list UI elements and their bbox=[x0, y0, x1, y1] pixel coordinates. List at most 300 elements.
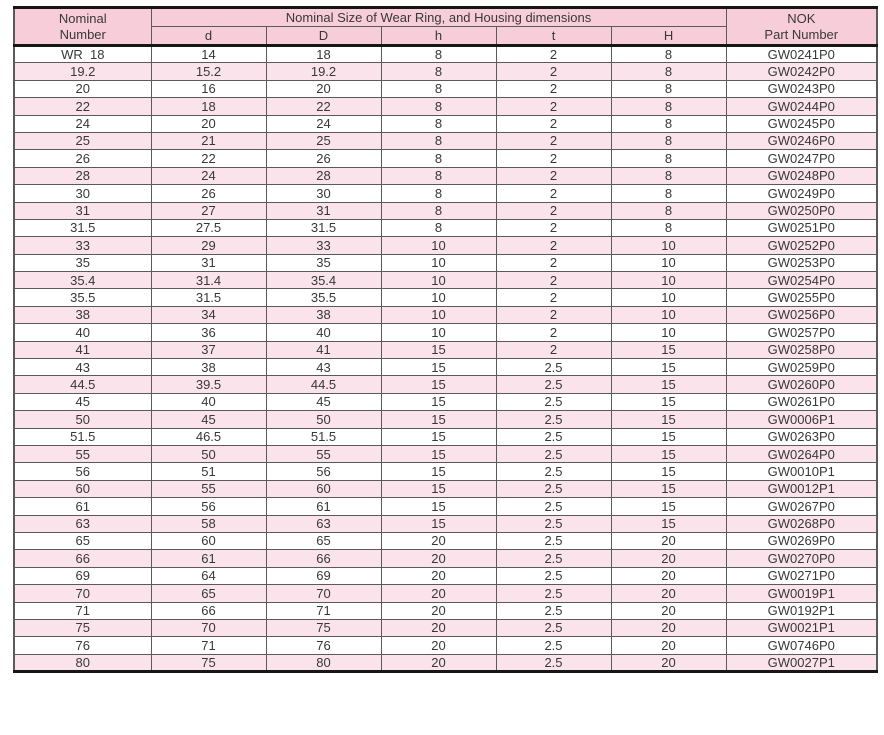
cell-t: 2.5 bbox=[496, 550, 611, 567]
cell-D: 18 bbox=[266, 46, 381, 63]
cell-D: 35.4 bbox=[266, 272, 381, 289]
cell-D: 71 bbox=[266, 602, 381, 619]
cell-h: 15 bbox=[381, 411, 496, 428]
cell-nok-part-number: GW0270P0 bbox=[726, 550, 877, 567]
cell-nominal-number: 63 bbox=[14, 515, 151, 532]
cell-H: 8 bbox=[611, 202, 726, 219]
cell-h: 15 bbox=[381, 445, 496, 462]
cell-D: 60 bbox=[266, 480, 381, 497]
cell-d: 50 bbox=[151, 445, 266, 462]
table-row bbox=[14, 272, 877, 289]
cell-t: 2.5 bbox=[496, 585, 611, 602]
table-row bbox=[14, 550, 877, 567]
cell-d: 29 bbox=[151, 237, 266, 254]
cell-H: 15 bbox=[611, 428, 726, 445]
cell-t: 2 bbox=[496, 80, 611, 97]
cell-D: 31 bbox=[266, 202, 381, 219]
cell-D: 80 bbox=[266, 654, 381, 671]
cell-d: 24 bbox=[151, 167, 266, 184]
cell-H: 8 bbox=[611, 98, 726, 115]
cell-d: 21 bbox=[151, 132, 266, 149]
cell-t: 2 bbox=[496, 219, 611, 236]
cell-nok-part-number: GW0244P0 bbox=[726, 98, 877, 115]
table-row bbox=[14, 480, 877, 497]
cell-d: 27 bbox=[151, 202, 266, 219]
cell-H: 15 bbox=[611, 463, 726, 480]
cell-t: 2 bbox=[496, 289, 611, 306]
cell-nok-part-number: GW0746P0 bbox=[726, 637, 877, 654]
cell-nominal-number: 19.2 bbox=[14, 63, 151, 80]
cell-nok-part-number: GW0255P0 bbox=[726, 289, 877, 306]
cell-nok-part-number: GW0246P0 bbox=[726, 132, 877, 149]
cell-h: 20 bbox=[381, 637, 496, 654]
table-row bbox=[14, 498, 877, 515]
header-col-d: d bbox=[151, 27, 266, 46]
cell-D: 19.2 bbox=[266, 63, 381, 80]
cell-d: 16 bbox=[151, 80, 266, 97]
cell-nominal-number: 69 bbox=[14, 567, 151, 584]
table-row bbox=[14, 463, 877, 480]
cell-H: 10 bbox=[611, 306, 726, 323]
cell-H: 8 bbox=[611, 115, 726, 132]
cell-h: 8 bbox=[381, 202, 496, 219]
cell-nok-part-number: GW0267P0 bbox=[726, 498, 877, 515]
cell-nominal-number: 40 bbox=[14, 324, 151, 341]
cell-D: 30 bbox=[266, 185, 381, 202]
cell-h: 8 bbox=[381, 219, 496, 236]
cell-H: 20 bbox=[611, 567, 726, 584]
cell-nominal-number: 44.5 bbox=[14, 376, 151, 393]
cell-D: 43 bbox=[266, 359, 381, 376]
header-group-label: Nominal Size of Wear Ring, and Housing dimensions bbox=[151, 8, 726, 27]
cell-D: 75 bbox=[266, 619, 381, 636]
cell-t: 2 bbox=[496, 115, 611, 132]
table-row bbox=[14, 167, 877, 184]
cell-nominal-number: 60 bbox=[14, 480, 151, 497]
header-nominal-line2: Number bbox=[59, 26, 106, 42]
cell-D: 25 bbox=[266, 132, 381, 149]
cell-t: 2 bbox=[496, 132, 611, 149]
table-row bbox=[14, 619, 877, 636]
cell-h: 10 bbox=[381, 289, 496, 306]
table-row bbox=[14, 515, 877, 532]
cell-nok-part-number: GW0245P0 bbox=[726, 115, 877, 132]
cell-t: 2.5 bbox=[496, 445, 611, 462]
cell-H: 8 bbox=[611, 46, 726, 63]
table-row bbox=[14, 567, 877, 584]
cell-h: 20 bbox=[381, 585, 496, 602]
cell-d: 61 bbox=[151, 550, 266, 567]
table-row bbox=[14, 341, 877, 358]
cell-t: 2 bbox=[496, 324, 611, 341]
table-row bbox=[14, 46, 877, 63]
cell-d: 15.2 bbox=[151, 63, 266, 80]
table-row bbox=[14, 585, 877, 602]
cell-d: 46.5 bbox=[151, 428, 266, 445]
cell-nok-part-number: GW0249P0 bbox=[726, 185, 877, 202]
cell-d: 14 bbox=[151, 46, 266, 63]
cell-nok-part-number: GW0258P0 bbox=[726, 341, 877, 358]
table-row bbox=[14, 532, 877, 549]
cell-h: 8 bbox=[381, 132, 496, 149]
cell-h: 20 bbox=[381, 619, 496, 636]
cell-d: 66 bbox=[151, 602, 266, 619]
cell-D: 22 bbox=[266, 98, 381, 115]
cell-h: 20 bbox=[381, 602, 496, 619]
cell-nok-part-number: GW0257P0 bbox=[726, 324, 877, 341]
table-body bbox=[14, 46, 877, 672]
cell-d: 34 bbox=[151, 306, 266, 323]
cell-H: 20 bbox=[611, 585, 726, 602]
cell-H: 8 bbox=[611, 150, 726, 167]
cell-t: 2.5 bbox=[496, 532, 611, 549]
cell-t: 2 bbox=[496, 185, 611, 202]
cell-nominal-number: 30 bbox=[14, 185, 151, 202]
cell-H: 10 bbox=[611, 254, 726, 271]
cell-D: 66 bbox=[266, 550, 381, 567]
cell-h: 8 bbox=[381, 185, 496, 202]
cell-t: 2 bbox=[496, 306, 611, 323]
cell-t: 2.5 bbox=[496, 463, 611, 480]
cell-h: 10 bbox=[381, 324, 496, 341]
cell-D: 55 bbox=[266, 445, 381, 462]
cell-t: 2.5 bbox=[496, 480, 611, 497]
cell-nok-part-number: GW0247P0 bbox=[726, 150, 877, 167]
cell-D: 65 bbox=[266, 532, 381, 549]
cell-nominal-number: 31.5 bbox=[14, 219, 151, 236]
cell-nok-part-number: GW0264P0 bbox=[726, 445, 877, 462]
table-header bbox=[14, 8, 877, 46]
cell-nominal-number: 22 bbox=[14, 98, 151, 115]
cell-d: 40 bbox=[151, 393, 266, 410]
cell-h: 20 bbox=[381, 567, 496, 584]
cell-d: 56 bbox=[151, 498, 266, 515]
cell-d: 70 bbox=[151, 619, 266, 636]
cell-H: 15 bbox=[611, 445, 726, 462]
cell-h: 15 bbox=[381, 515, 496, 532]
cell-h: 20 bbox=[381, 654, 496, 671]
cell-H: 20 bbox=[611, 654, 726, 671]
cell-h: 15 bbox=[381, 463, 496, 480]
cell-D: 44.5 bbox=[266, 376, 381, 393]
cell-d: 71 bbox=[151, 637, 266, 654]
table-row bbox=[14, 98, 877, 115]
cell-nok-part-number: GW0268P0 bbox=[726, 515, 877, 532]
cell-h: 15 bbox=[381, 480, 496, 497]
cell-d: 27.5 bbox=[151, 219, 266, 236]
cell-t: 2 bbox=[496, 167, 611, 184]
cell-nok-part-number: GW0241P0 bbox=[726, 46, 877, 63]
cell-nominal-number: 76 bbox=[14, 637, 151, 654]
cell-d: 55 bbox=[151, 480, 266, 497]
cell-nominal-number: 71 bbox=[14, 602, 151, 619]
wear-ring-dimensions-table bbox=[13, 6, 878, 673]
cell-H: 10 bbox=[611, 237, 726, 254]
cell-t: 2 bbox=[496, 254, 611, 271]
cell-H: 8 bbox=[611, 185, 726, 202]
cell-d: 39.5 bbox=[151, 376, 266, 393]
table-row bbox=[14, 237, 877, 254]
cell-H: 15 bbox=[611, 498, 726, 515]
cell-H: 10 bbox=[611, 324, 726, 341]
cell-d: 20 bbox=[151, 115, 266, 132]
cell-D: 51.5 bbox=[266, 428, 381, 445]
cell-D: 61 bbox=[266, 498, 381, 515]
cell-H: 8 bbox=[611, 219, 726, 236]
cell-h: 15 bbox=[381, 359, 496, 376]
cell-t: 2.5 bbox=[496, 654, 611, 671]
cell-h: 15 bbox=[381, 341, 496, 358]
cell-t: 2.5 bbox=[496, 567, 611, 584]
table-row bbox=[14, 654, 877, 671]
cell-h: 8 bbox=[381, 63, 496, 80]
cell-H: 10 bbox=[611, 272, 726, 289]
table-row bbox=[14, 411, 877, 428]
cell-t: 2 bbox=[496, 46, 611, 63]
cell-d: 31 bbox=[151, 254, 266, 271]
cell-nok-part-number: GW0252P0 bbox=[726, 237, 877, 254]
cell-H: 15 bbox=[611, 411, 726, 428]
cell-nominal-number: 43 bbox=[14, 359, 151, 376]
cell-H: 20 bbox=[611, 550, 726, 567]
cell-nok-part-number: GW0242P0 bbox=[726, 63, 877, 80]
cell-nominal-number: 20 bbox=[14, 80, 151, 97]
cell-h: 8 bbox=[381, 80, 496, 97]
cell-d: 38 bbox=[151, 359, 266, 376]
table-row bbox=[14, 393, 877, 410]
cell-d: 51 bbox=[151, 463, 266, 480]
cell-nominal-number: 25 bbox=[14, 132, 151, 149]
cell-D: 20 bbox=[266, 80, 381, 97]
table-row bbox=[14, 219, 877, 236]
table-row bbox=[14, 428, 877, 445]
cell-H: 8 bbox=[611, 63, 726, 80]
cell-nominal-number: 61 bbox=[14, 498, 151, 515]
table-row bbox=[14, 132, 877, 149]
cell-h: 15 bbox=[381, 498, 496, 515]
cell-nominal-number: 51.5 bbox=[14, 428, 151, 445]
table-row bbox=[14, 324, 877, 341]
cell-h: 10 bbox=[381, 237, 496, 254]
cell-D: 50 bbox=[266, 411, 381, 428]
cell-nominal-number: 55 bbox=[14, 445, 151, 462]
cell-h: 8 bbox=[381, 115, 496, 132]
cell-nok-part-number: GW0261P0 bbox=[726, 393, 877, 410]
table-row bbox=[14, 306, 877, 323]
cell-H: 8 bbox=[611, 167, 726, 184]
cell-d: 58 bbox=[151, 515, 266, 532]
cell-nok-part-number: GW0012P1 bbox=[726, 480, 877, 497]
cell-t: 2.5 bbox=[496, 602, 611, 619]
cell-D: 35.5 bbox=[266, 289, 381, 306]
table-row bbox=[14, 185, 877, 202]
cell-D: 38 bbox=[266, 306, 381, 323]
cell-t: 2.5 bbox=[496, 428, 611, 445]
cell-nominal-number: 35 bbox=[14, 254, 151, 271]
cell-H: 15 bbox=[611, 341, 726, 358]
header-nok-part-number bbox=[726, 8, 877, 46]
cell-h: 10 bbox=[381, 272, 496, 289]
cell-nominal-number: 45 bbox=[14, 393, 151, 410]
cell-H: 15 bbox=[611, 376, 726, 393]
cell-D: 31.5 bbox=[266, 219, 381, 236]
header-col-h: h bbox=[381, 27, 496, 46]
cell-d: 64 bbox=[151, 567, 266, 584]
cell-t: 2 bbox=[496, 150, 611, 167]
cell-d: 65 bbox=[151, 585, 266, 602]
header-nok-line2: Part Number bbox=[764, 26, 839, 42]
table-row bbox=[14, 289, 877, 306]
cell-t: 2 bbox=[496, 63, 611, 80]
header-nominal-number bbox=[14, 8, 151, 46]
cell-nok-part-number: GW0259P0 bbox=[726, 359, 877, 376]
cell-H: 20 bbox=[611, 602, 726, 619]
cell-d: 60 bbox=[151, 532, 266, 549]
cell-d: 45 bbox=[151, 411, 266, 428]
cell-t: 2 bbox=[496, 272, 611, 289]
cell-D: 33 bbox=[266, 237, 381, 254]
cell-nok-part-number: GW0254P0 bbox=[726, 272, 877, 289]
cell-h: 8 bbox=[381, 150, 496, 167]
cell-nominal-number: 41 bbox=[14, 341, 151, 358]
cell-D: 40 bbox=[266, 324, 381, 341]
cell-H: 20 bbox=[611, 532, 726, 549]
cell-nok-part-number: GW0019P1 bbox=[726, 585, 877, 602]
cell-nok-part-number: GW0260P0 bbox=[726, 376, 877, 393]
cell-d: 36 bbox=[151, 324, 266, 341]
table-row bbox=[14, 80, 877, 97]
cell-t: 2 bbox=[496, 202, 611, 219]
cell-nok-part-number: GW0021P1 bbox=[726, 619, 877, 636]
cell-t: 2.5 bbox=[496, 376, 611, 393]
cell-nominal-number: 56 bbox=[14, 463, 151, 480]
header-nominal-line1: Nominal bbox=[58, 11, 107, 27]
cell-h: 8 bbox=[381, 46, 496, 63]
cell-t: 2 bbox=[496, 341, 611, 358]
cell-d: 31.4 bbox=[151, 272, 266, 289]
cell-h: 8 bbox=[381, 167, 496, 184]
cell-h: 20 bbox=[381, 532, 496, 549]
cell-t: 2.5 bbox=[496, 498, 611, 515]
cell-h: 8 bbox=[381, 98, 496, 115]
cell-nominal-number: WR 18 bbox=[14, 46, 151, 63]
cell-nominal-number: 24 bbox=[14, 115, 151, 132]
cell-h: 10 bbox=[381, 306, 496, 323]
cell-t: 2.5 bbox=[496, 359, 611, 376]
cell-t: 2.5 bbox=[496, 619, 611, 636]
cell-t: 2.5 bbox=[496, 637, 611, 654]
cell-D: 45 bbox=[266, 393, 381, 410]
cell-nok-part-number: GW0027P1 bbox=[726, 654, 877, 671]
cell-h: 20 bbox=[381, 550, 496, 567]
table-row bbox=[14, 602, 877, 619]
cell-H: 15 bbox=[611, 393, 726, 410]
cell-nominal-number: 65 bbox=[14, 532, 151, 549]
table-row bbox=[14, 359, 877, 376]
cell-D: 69 bbox=[266, 567, 381, 584]
cell-d: 18 bbox=[151, 98, 266, 115]
cell-H: 8 bbox=[611, 132, 726, 149]
cell-nok-part-number: GW0256P0 bbox=[726, 306, 877, 323]
table-row bbox=[14, 637, 877, 654]
table-row bbox=[14, 202, 877, 219]
cell-nominal-number: 35.4 bbox=[14, 272, 151, 289]
cell-nominal-number: 35.5 bbox=[14, 289, 151, 306]
cell-nok-part-number: GW0250P0 bbox=[726, 202, 877, 219]
cell-d: 31.5 bbox=[151, 289, 266, 306]
cell-H: 8 bbox=[611, 80, 726, 97]
table-row bbox=[14, 150, 877, 167]
cell-t: 2.5 bbox=[496, 411, 611, 428]
cell-H: 10 bbox=[611, 289, 726, 306]
cell-nok-part-number: GW0006P1 bbox=[726, 411, 877, 428]
cell-D: 28 bbox=[266, 167, 381, 184]
cell-nok-part-number: GW0010P1 bbox=[726, 463, 877, 480]
cell-H: 20 bbox=[611, 619, 726, 636]
cell-nok-part-number: GW0269P0 bbox=[726, 532, 877, 549]
cell-H: 20 bbox=[611, 637, 726, 654]
table-row bbox=[14, 445, 877, 462]
cell-nominal-number: 33 bbox=[14, 237, 151, 254]
cell-h: 10 bbox=[381, 254, 496, 271]
cell-H: 15 bbox=[611, 480, 726, 497]
cell-nok-part-number: GW0243P0 bbox=[726, 80, 877, 97]
cell-nok-part-number: GW0248P0 bbox=[726, 167, 877, 184]
cell-nok-part-number: GW0263P0 bbox=[726, 428, 877, 445]
cell-d: 26 bbox=[151, 185, 266, 202]
cell-d: 75 bbox=[151, 654, 266, 671]
cell-nominal-number: 38 bbox=[14, 306, 151, 323]
cell-nok-part-number: GW0253P0 bbox=[726, 254, 877, 271]
cell-nominal-number: 26 bbox=[14, 150, 151, 167]
cell-nominal-number: 70 bbox=[14, 585, 151, 602]
cell-H: 15 bbox=[611, 359, 726, 376]
cell-D: 41 bbox=[266, 341, 381, 358]
cell-H: 15 bbox=[611, 515, 726, 532]
header-col-H: H bbox=[611, 27, 726, 46]
cell-d: 37 bbox=[151, 341, 266, 358]
cell-nominal-number: 66 bbox=[14, 550, 151, 567]
cell-h: 15 bbox=[381, 428, 496, 445]
table-row bbox=[14, 376, 877, 393]
header-col-t: t bbox=[496, 27, 611, 46]
cell-t: 2 bbox=[496, 237, 611, 254]
cell-D: 35 bbox=[266, 254, 381, 271]
table-row bbox=[14, 63, 877, 80]
cell-nominal-number: 75 bbox=[14, 619, 151, 636]
cell-nominal-number: 31 bbox=[14, 202, 151, 219]
cell-D: 26 bbox=[266, 150, 381, 167]
header-col-D: D bbox=[266, 27, 381, 46]
cell-nok-part-number: GW0271P0 bbox=[726, 567, 877, 584]
cell-nominal-number: 28 bbox=[14, 167, 151, 184]
cell-h: 15 bbox=[381, 393, 496, 410]
cell-D: 56 bbox=[266, 463, 381, 480]
cell-nok-part-number: GW0251P0 bbox=[726, 219, 877, 236]
cell-nominal-number: 80 bbox=[14, 654, 151, 671]
table-row bbox=[14, 254, 877, 271]
cell-t: 2.5 bbox=[496, 393, 611, 410]
cell-t: 2 bbox=[496, 98, 611, 115]
cell-D: 63 bbox=[266, 515, 381, 532]
header-nok-line1: NOK bbox=[787, 11, 816, 27]
cell-nominal-number: 50 bbox=[14, 411, 151, 428]
cell-d: 22 bbox=[151, 150, 266, 167]
cell-nok-part-number: GW0192P1 bbox=[726, 602, 877, 619]
cell-D: 70 bbox=[266, 585, 381, 602]
cell-t: 2.5 bbox=[496, 515, 611, 532]
table-row bbox=[14, 115, 877, 132]
